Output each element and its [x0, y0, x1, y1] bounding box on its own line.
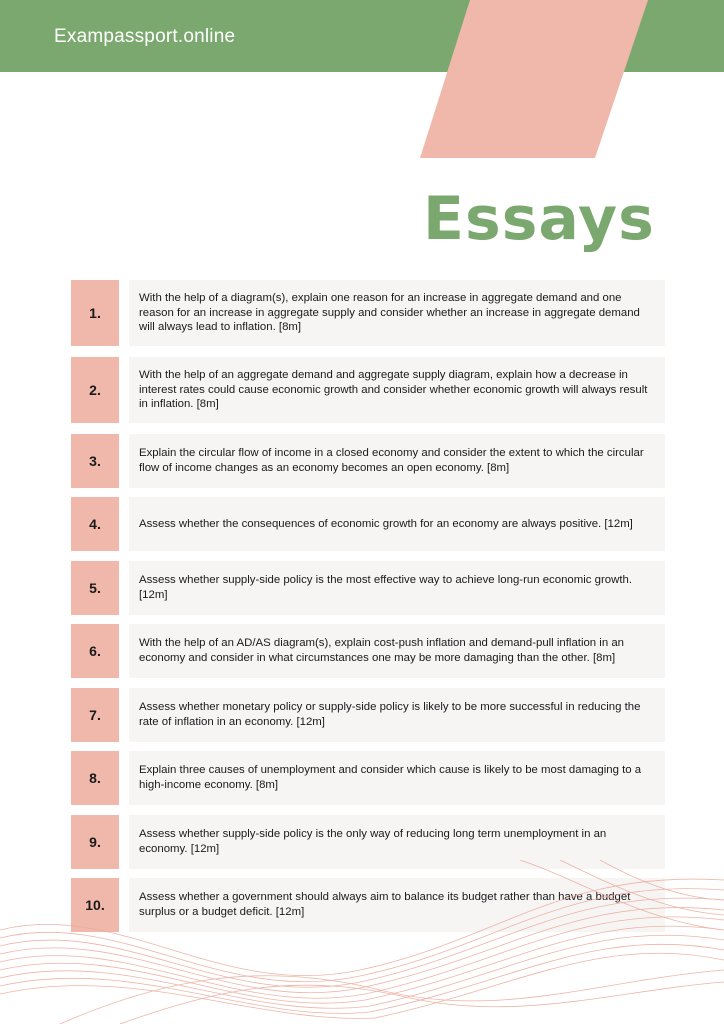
- essay-question-text: With the help of a diagram(s), explain one reason for an increase in aggregate demand and one reason for an increase in aggregate supply and consider whether an increase in aggregate demand will always lead to inflation. [8m]: [139, 292, 640, 334]
- essay-number: 7.: [71, 688, 119, 742]
- essay-number: 5.: [71, 561, 119, 615]
- essay-question-text: With the help of an aggregate demand and aggregate supply diagram, explain how a decrease in interest rates could cause economic growth and consider whether economic growth will always result in inflation. [8m]: [139, 369, 648, 411]
- essay-question-text: Assess whether a government should always aim to balance its budget rather than have a budget surplus or a budget deficit. [12m]: [139, 891, 631, 918]
- essay-row-7: [71, 688, 665, 742]
- brand-name[interactable]: Exampassport.online: [54, 26, 236, 47]
- essay-number: 8.: [71, 751, 119, 805]
- essay-row-8: [71, 751, 665, 805]
- essay-question-text: Assess whether the consequences of economic growth for an economy are always positive. [12m]: [139, 517, 633, 530]
- essay-question: [129, 561, 665, 615]
- essay-question-text: With the help of an AD/AS diagram(s), explain cost-push inflation and demand-pull inflation in an economy and consider in what circumstances one may be more damaging than the other. [8m]: [139, 637, 625, 664]
- essay-question: [129, 357, 665, 423]
- essay-question-text: Assess whether supply-side policy is the most effective way to achieve long-run economic growth. [12m]: [139, 574, 632, 601]
- essay-row-1: [71, 280, 665, 346]
- essay-question: [129, 434, 665, 488]
- essay-row-6: [71, 624, 665, 678]
- essay-question: [129, 624, 665, 678]
- page-title: Essays: [423, 184, 655, 254]
- essay-question: [129, 280, 665, 346]
- essay-question-text: Explain three causes of unemployment and consider which cause is likely to be most damaging to a high-income economy. [8m]: [139, 764, 642, 791]
- essay-question: [129, 497, 665, 551]
- essay-question-text: Assess whether supply-side policy is the only way of reducing long term unemployment in an economy. [12m]: [139, 828, 607, 855]
- essay-number: 10.: [71, 878, 119, 932]
- essay-number: 2.: [71, 357, 119, 423]
- decorative-wave-lines: [0, 860, 724, 1024]
- essay-number: 9.: [71, 815, 119, 869]
- essay-row-2: [71, 357, 665, 423]
- essay-question-text: Explain the circular flow of income in a closed economy and consider the extent to which the circular flow of income changes as an economy becomes an open economy. [8m]: [139, 447, 644, 474]
- essay-row-3: [71, 434, 665, 488]
- essay-number: 3.: [71, 434, 119, 488]
- essay-number: 6.: [71, 624, 119, 678]
- essay-question: [129, 688, 665, 742]
- essay-row-5: [71, 561, 665, 615]
- essay-question-text: Assess whether monetary policy or supply-side policy is likely to be more successful in reducing the rate of inflation in an economy. [12m]: [139, 701, 641, 728]
- essay-question: [129, 751, 665, 805]
- essay-number: 4.: [71, 497, 119, 551]
- essay-number: 1.: [71, 280, 119, 346]
- essay-row-4: [71, 497, 665, 551]
